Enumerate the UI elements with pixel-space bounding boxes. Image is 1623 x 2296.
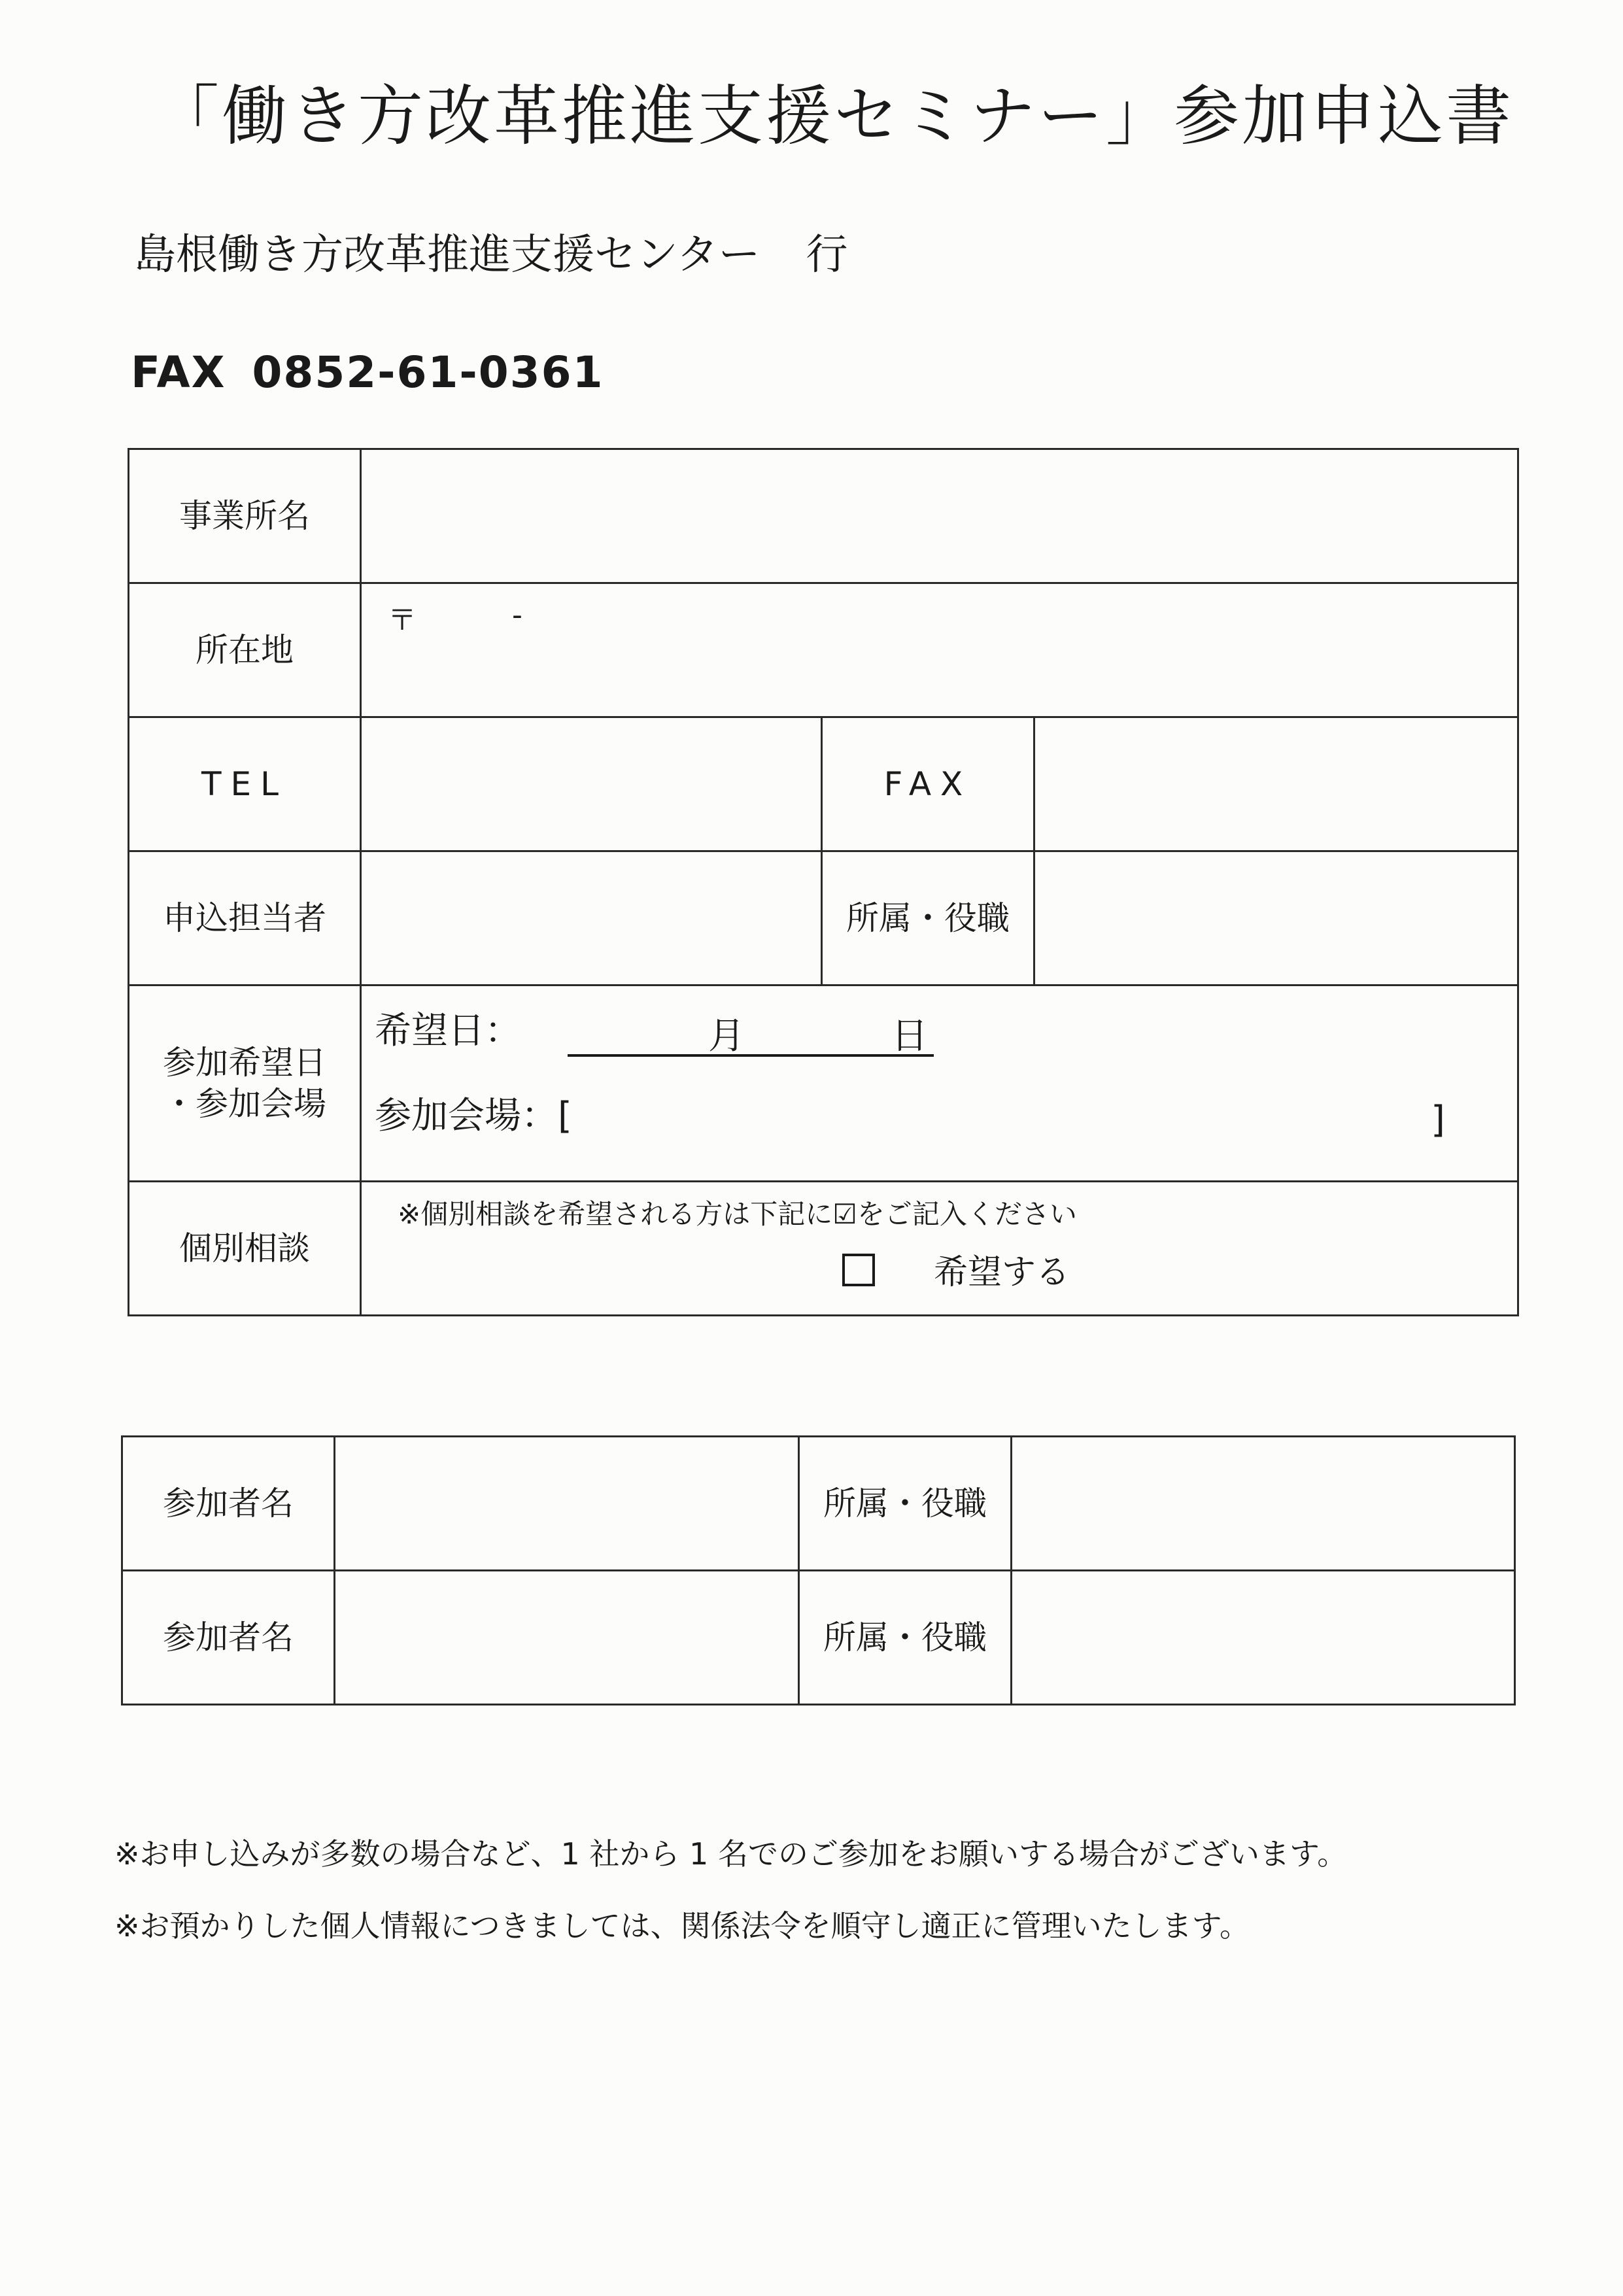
office-row [129, 449, 1518, 583]
day-label: 日 [891, 1014, 928, 1057]
fax-field[interactable] [1034, 717, 1518, 851]
venue-label: 参加会場：[ [375, 1094, 572, 1137]
applicant-label: 申込担当者 [129, 851, 361, 985]
consultation-note: ※個別相談を希望される方は下記に☑をご記入ください [398, 1198, 1077, 1230]
participant-row [122, 1437, 1515, 1571]
tel-label: TEL [129, 717, 361, 851]
month-label: 月 [708, 1014, 745, 1057]
footnote: ※お申し込みが多数の場合など、1 社から 1 名でのご参加をお願いする場合がございます。 [114, 1836, 1348, 1872]
preferred-date-label: 希望日： [375, 1009, 521, 1052]
date-venue-label [129, 985, 361, 1182]
phone-row [129, 717, 1518, 851]
consultation-option[interactable] [842, 1252, 1070, 1294]
office-name-label: 事業所名 [129, 449, 361, 583]
address-row [129, 583, 1518, 717]
venue-bracket-close: ] [1431, 1098, 1445, 1141]
date-venue-row [129, 985, 1518, 1182]
postal-dash: - [512, 598, 522, 632]
participant-name-label: 参加者名 [122, 1437, 335, 1571]
applicant-position-label: 所属・役職 [822, 851, 1034, 985]
applicant-info-table [128, 448, 1519, 1316]
participant-position-label: 所属・役職 [799, 1571, 1012, 1705]
participant-name-field[interactable] [335, 1437, 799, 1571]
participant-position-field[interactable] [1012, 1437, 1515, 1571]
address-field[interactable] [361, 583, 1518, 717]
footnotes [114, 1818, 1347, 1962]
consultation-label: 個別相談 [129, 1182, 361, 1316]
applicant-position-field[interactable] [1034, 851, 1518, 985]
fax-label: FAX [131, 347, 226, 398]
office-name-field[interactable] [361, 449, 1518, 583]
participant-position-label: 所属・役職 [799, 1437, 1012, 1571]
consultation-row [129, 1182, 1518, 1316]
participant-row [122, 1571, 1515, 1705]
form-title: 「働き方改革推進支援セミナー」参加申込書 [154, 78, 1514, 154]
address-label: 所在地 [129, 583, 361, 717]
consultation-field [361, 1182, 1518, 1316]
recipient-name: 島根働き方改革推進支援センター [134, 231, 760, 279]
participants-table [121, 1435, 1516, 1705]
fax-field-label: FAX [822, 717, 1034, 851]
footnote: ※お預かりした個人情報につきましては、関係法令を順守し適正に管理いたします。 [114, 1908, 1250, 1944]
participant-position-field[interactable] [1012, 1571, 1515, 1705]
applicant-field[interactable] [361, 851, 822, 985]
recipient [134, 226, 847, 284]
applicant-row [129, 851, 1518, 985]
tel-field[interactable] [361, 717, 822, 851]
destination-fax [131, 343, 604, 402]
postal-mark: 〒 [388, 604, 417, 637]
venue[interactable] [362, 1080, 1517, 1178]
date-venue-label-line1: 参加希望日 [163, 1044, 326, 1082]
preferred-date [362, 989, 1517, 1080]
consultation-content [362, 1183, 1517, 1314]
recipient-suffix: 行 [806, 231, 848, 279]
date-underline[interactable] [568, 1054, 934, 1057]
consultation-option-label: 希望する [934, 1253, 1070, 1292]
date-venue-label-line2: ・参加会場 [163, 1084, 326, 1123]
date-venue-field [361, 985, 1518, 1182]
participant-name-label: 参加者名 [122, 1571, 335, 1705]
consultation-checkbox[interactable] [842, 1254, 875, 1286]
fax-number: 0852-61-0361 [252, 347, 604, 398]
postal-code [362, 584, 1517, 715]
participant-name-field[interactable] [335, 1571, 799, 1705]
